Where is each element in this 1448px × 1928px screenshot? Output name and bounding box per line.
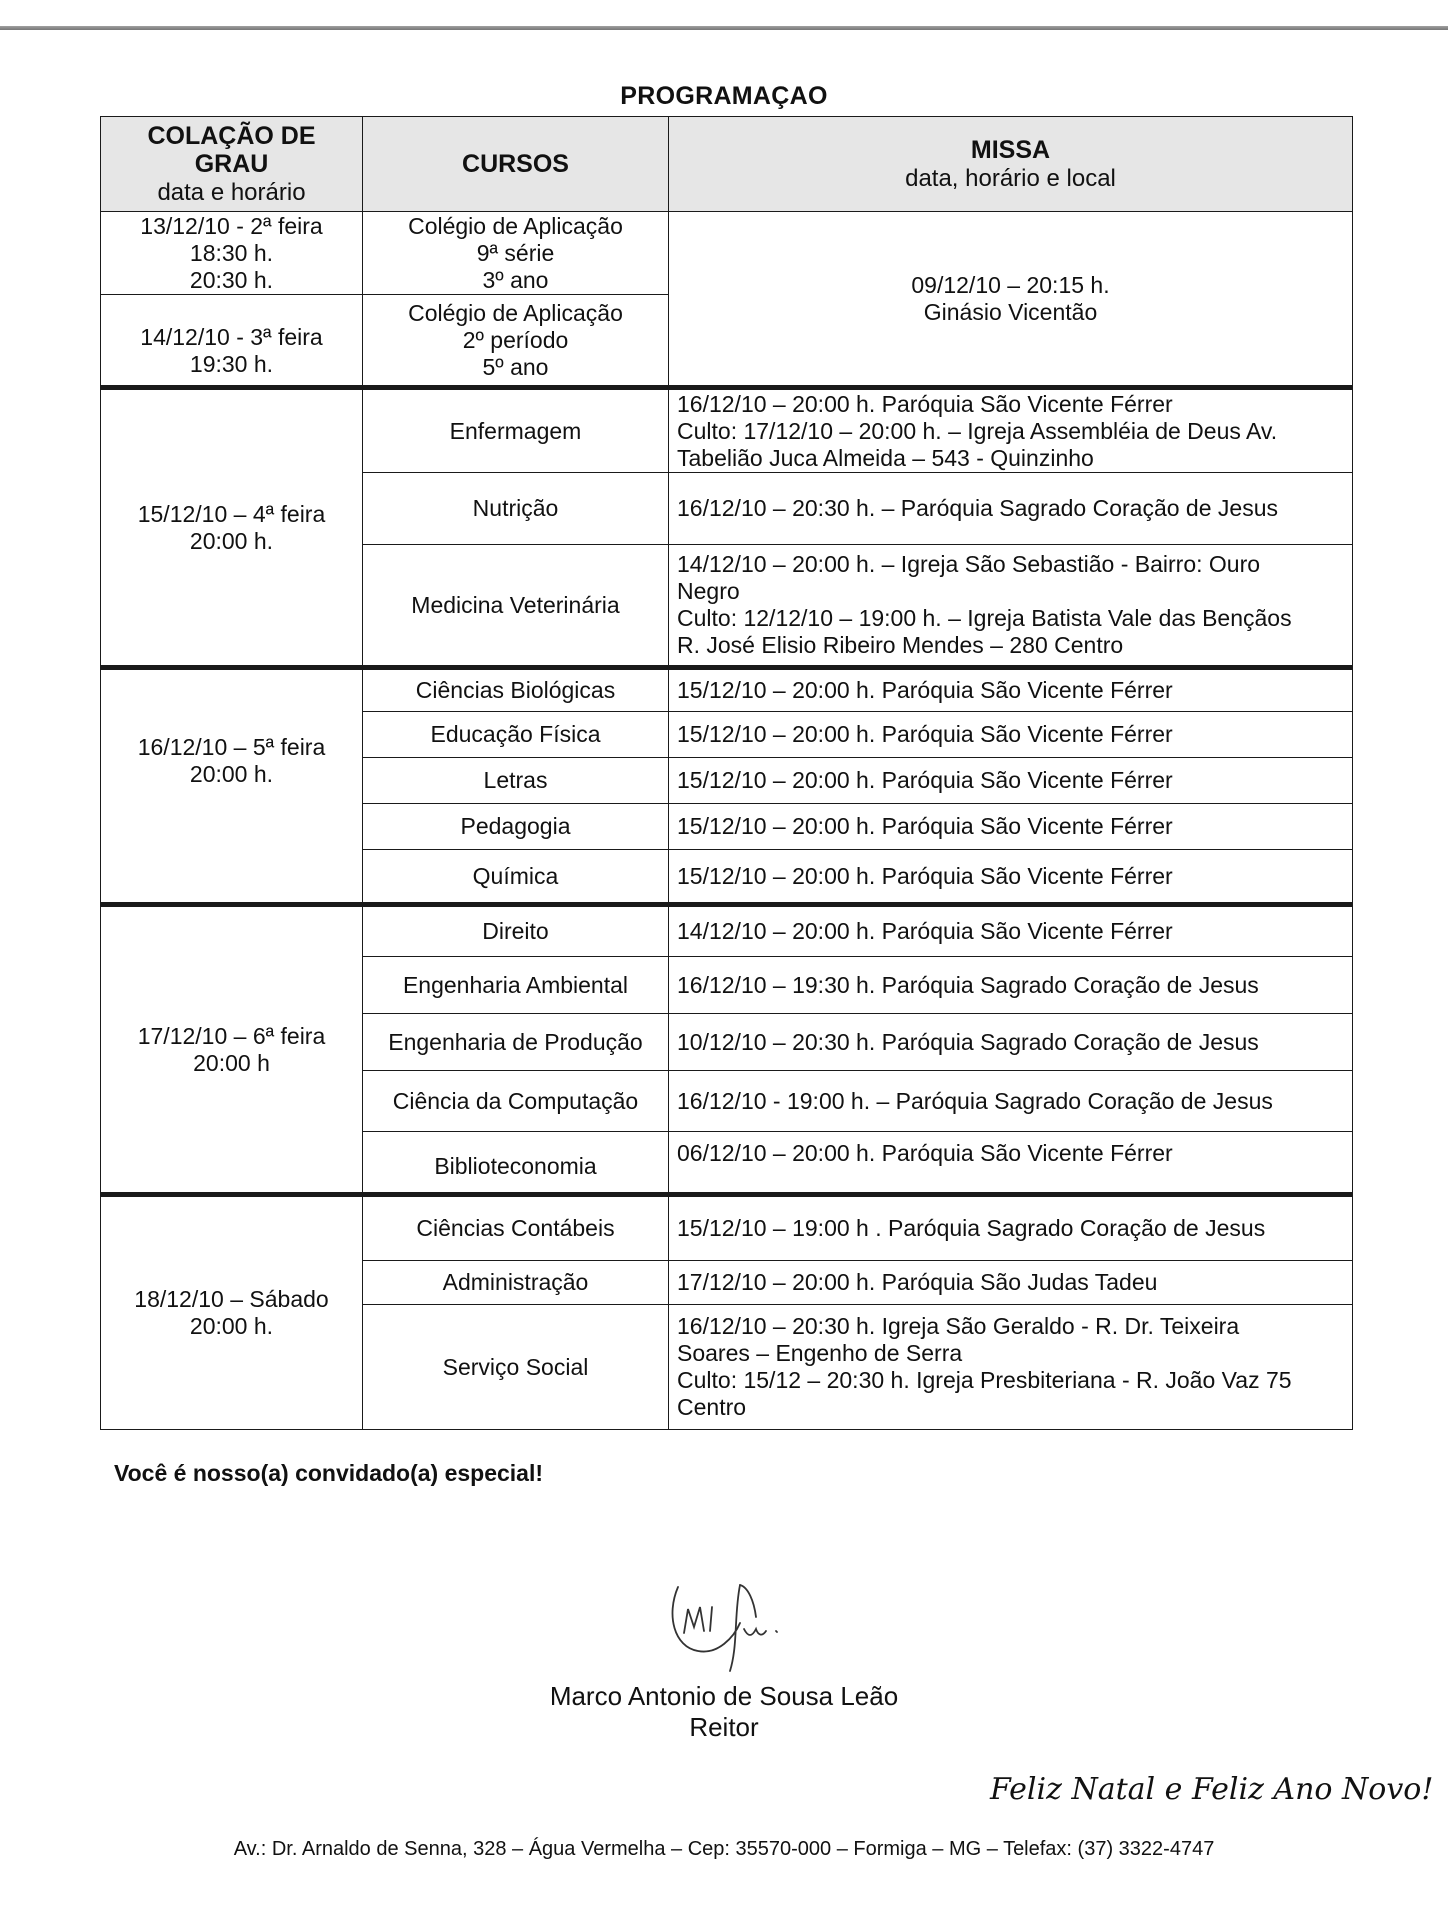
missa-cell: 16/12/10 – 20:30 h. Igreja São Geraldo - R. Dr. Teixeira Soares – Engenho de Serra Culto: 15/12 – 20:30 h. Igreja Presbiteriana - R. João Vaz 75 Centro bbox=[669, 1305, 1353, 1430]
signer-block bbox=[0, 1681, 1448, 1743]
course-cell: Ciências Biológicas bbox=[363, 668, 669, 712]
page-title: PROGRAMAÇAO bbox=[620, 82, 828, 110]
missa-cell: 15/12/10 – 20:00 h. Paróquia São Vicente Férrer bbox=[669, 804, 1353, 850]
missa-cell: 17/12/10 – 20:00 h. Paróquia São Judas Tadeu bbox=[669, 1261, 1353, 1305]
missa-cell: 16/12/10 - 19:00 h. – Paróquia Sagrado Coração de Jesus bbox=[669, 1071, 1353, 1132]
missa-cell: 15/12/10 – 20:00 h. Paróquia São Vicente Férrer bbox=[669, 850, 1353, 905]
handwritten-signature bbox=[660, 1575, 810, 1680]
invitation-text: Você é nosso(a) convidado(a) especial! bbox=[114, 1460, 544, 1486]
signer-name: Marco Antonio de Sousa Leão bbox=[549, 1681, 899, 1711]
missa-cell: 10/12/10 – 20:30 h. Paróquia Sagrado Coração de Jesus bbox=[669, 1014, 1353, 1071]
schedule-table bbox=[100, 116, 1353, 1430]
date-cell: 16/12/10 – 5ª feira 20:00 h. bbox=[101, 668, 363, 905]
course-cell: Engenharia de Produção bbox=[363, 1014, 669, 1071]
course-cell: Colégio de Aplicação 9ª série 3º ano bbox=[363, 212, 669, 295]
missa-cell: 16/12/10 – 19:30 h. Paróquia Sagrado Coração de Jesus bbox=[669, 957, 1353, 1014]
header-missa: MISSA data, horário e local bbox=[669, 117, 1353, 212]
course-cell: Química bbox=[363, 850, 669, 905]
course-cell: Direito bbox=[363, 905, 669, 957]
course-cell: Colégio de Aplicação 2º período 5º ano bbox=[363, 295, 669, 388]
course-cell: Pedagogia bbox=[363, 804, 669, 850]
course-cell: Educação Física bbox=[363, 712, 669, 758]
table-row bbox=[101, 212, 1353, 295]
missa-cell: 15/12/10 – 20:00 h. Paróquia São Vicente Férrer bbox=[669, 758, 1353, 804]
table-row bbox=[101, 905, 1353, 957]
course-cell: Medicina Veterinária bbox=[363, 545, 669, 668]
date-cell: 18/12/10 – Sábado 20:00 h. bbox=[101, 1195, 363, 1430]
course-cell: Letras bbox=[363, 758, 669, 804]
holiday-greeting: Feliz Natal e Feliz Ano Novo! bbox=[990, 1772, 1434, 1807]
course-cell: Serviço Social bbox=[363, 1305, 669, 1430]
missa-cell: 15/12/10 – 20:00 h. Paróquia São Vicente Férrer bbox=[669, 668, 1353, 712]
table-row bbox=[101, 388, 1353, 473]
table-row bbox=[101, 1195, 1353, 1261]
missa-cell: 14/12/10 – 20:00 h. Paróquia São Vicente Férrer bbox=[669, 905, 1353, 957]
footer-address: Av.: Dr. Arnaldo de Senna, 328 – Água Vermelha – Cep: 35570-000 – Formiga – MG – Telefax: (37) 3322-4747 bbox=[233, 1838, 1215, 1860]
header-colacao: COLAÇÃO DE GRAU data e horário bbox=[101, 117, 363, 212]
missa-cell: 09/12/10 – 20:15 h. Ginásio Vicentão bbox=[669, 212, 1353, 388]
header-cursos: CURSOS bbox=[363, 117, 669, 212]
missa-cell: 15/12/10 – 20:00 h. Paróquia São Vicente Férrer bbox=[669, 712, 1353, 758]
course-cell: Engenharia Ambiental bbox=[363, 957, 669, 1014]
course-cell: Ciências Contábeis bbox=[363, 1195, 669, 1261]
date-cell: 17/12/10 – 6ª feira 20:00 h bbox=[101, 905, 363, 1195]
missa-cell: 14/12/10 – 20:00 h. – Igreja São Sebastião - Bairro: Ouro Negro Culto: 12/12/10 – 19:00 h. – Igreja Batista Vale das Bençãos R. José Elisio Ribeiro Mendes – 280 Centro bbox=[669, 545, 1353, 668]
course-cell: Biblioteconomia bbox=[363, 1132, 669, 1195]
date-cell: 15/12/10 – 4ª feira 20:00 h. bbox=[101, 388, 363, 668]
date-cell: 13/12/10 - 2ª feira 18:30 h. 20:30 h. bbox=[101, 212, 363, 295]
missa-cell: 16/12/10 – 20:00 h. Paróquia São Vicente Férrer Culto: 17/12/10 – 20:00 h. – Igreja Assembléia de Deus Av. Tabelião Juca Almeida – 543 - Quinzinho bbox=[669, 388, 1353, 473]
missa-cell: 06/12/10 – 20:00 h. Paróquia São Vicente Férrer bbox=[669, 1132, 1353, 1195]
course-cell: Administração bbox=[363, 1261, 669, 1305]
course-cell: Ciência da Computação bbox=[363, 1071, 669, 1132]
course-cell: Nutrição bbox=[363, 473, 669, 545]
top-scan-line bbox=[0, 26, 1448, 30]
missa-cell: 16/12/10 – 20:30 h. – Paróquia Sagrado Coração de Jesus bbox=[669, 473, 1353, 545]
table-row bbox=[101, 668, 1353, 712]
signer-role: Reitor bbox=[689, 1712, 759, 1742]
course-cell: Enfermagem bbox=[363, 388, 669, 473]
date-cell: 14/12/10 - 3ª feira 19:30 h. bbox=[101, 295, 363, 388]
missa-cell: 15/12/10 – 19:00 h . Paróquia Sagrado Coração de Jesus bbox=[669, 1195, 1353, 1261]
